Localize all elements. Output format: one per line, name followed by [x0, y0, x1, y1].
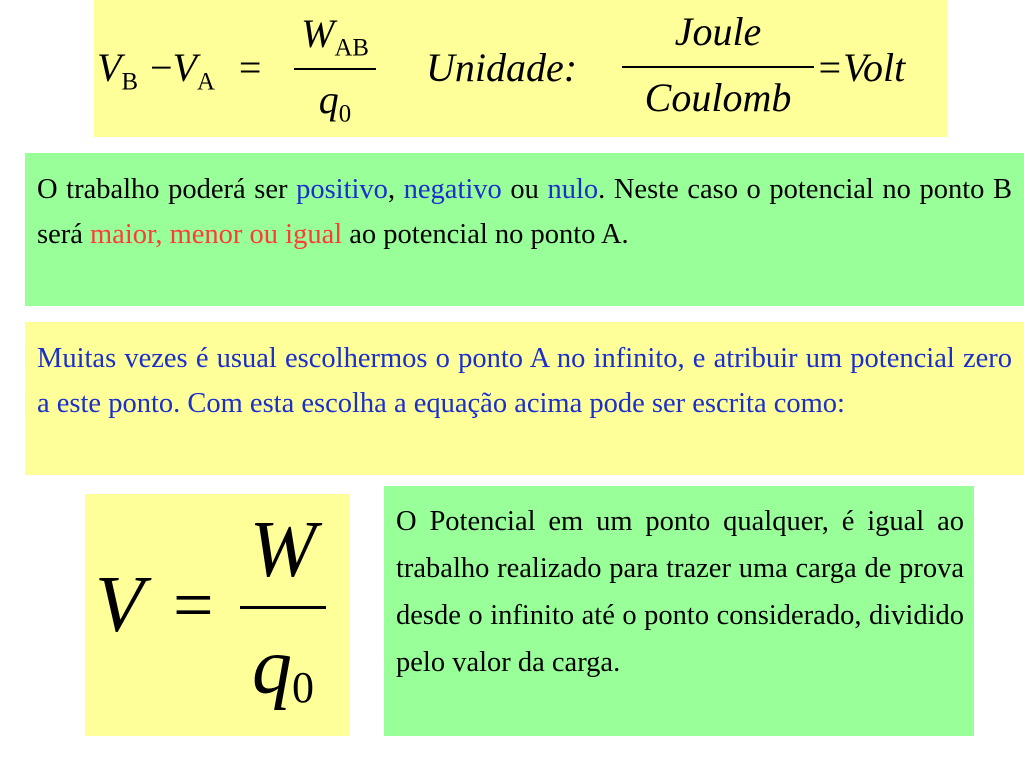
potential-difference-formula: [94, 0, 947, 137]
word-nulo: nulo: [547, 174, 599, 205]
text-segment: ,: [387, 174, 404, 205]
fraction-bar-large: [240, 606, 326, 609]
word-negativo: negativo: [403, 174, 502, 205]
subscript-ab: AB: [334, 34, 369, 62]
potential-fraction: [240, 506, 326, 712]
words-maior-menor-igual: maior, menor ou igual: [90, 219, 343, 250]
text-segment: ou: [501, 174, 548, 205]
v-symbol: V: [97, 45, 122, 90]
paragraph-box-definition: [384, 486, 974, 736]
unit-denominator: Coulomb: [644, 75, 792, 120]
w-symbol: W: [301, 11, 335, 56]
subscript-a: A: [196, 68, 215, 96]
paragraph-potential-definition: O Potencial em um ponto qualquer, é igual ao trabalho realizado para trazer uma carga de prova desde o infinito até o ponto considerado, dividido pelo valor da carga.: [396, 506, 964, 678]
subscript-zero: 0: [338, 100, 352, 128]
q-symbol-large: q: [252, 623, 292, 711]
subscript-zero-large: 0: [292, 662, 314, 712]
paragraph-box-sign-of-work: [25, 153, 1024, 306]
unit-numerator: Joule: [674, 9, 762, 54]
v-symbol-large: V: [95, 561, 144, 649]
paragraph-sign-of-work: [37, 167, 1012, 257]
unit-result: =Volt: [816, 45, 906, 90]
formula-box-bottom: [85, 494, 349, 736]
equals-sign-large: =: [173, 565, 214, 645]
paragraph-infinity-reference: Muitas vezes é usual escolhermos o ponto A no infinito, e atribuir um potencial zero a este ponto. Com esta escolha a equação acima pode ser escrita como:: [37, 343, 1012, 419]
equals-sign: =: [238, 45, 262, 90]
word-positivo: positivo: [296, 174, 388, 205]
q-symbol: q: [318, 77, 339, 122]
fraction-bar: [294, 68, 376, 70]
potential-formula: [85, 494, 349, 736]
unit-label: Unidade:: [426, 45, 578, 90]
v-symbol-2: V: [172, 45, 197, 90]
text-segment: . Neste caso o potencial no ponto B será: [37, 174, 1013, 250]
formula-box-top: [94, 0, 947, 137]
unit-fraction-bar: [622, 66, 814, 68]
text-segment: O trabalho poderá ser: [37, 174, 297, 205]
minus-sign: −: [149, 45, 173, 90]
work-fraction: [294, 10, 376, 128]
w-symbol-large: W: [249, 506, 317, 594]
text-segment: ao potencial no ponto A.: [342, 219, 629, 250]
subscript-b: B: [121, 68, 138, 96]
paragraph-box-infinity: [25, 322, 1024, 475]
unit-fraction: [622, 8, 814, 122]
